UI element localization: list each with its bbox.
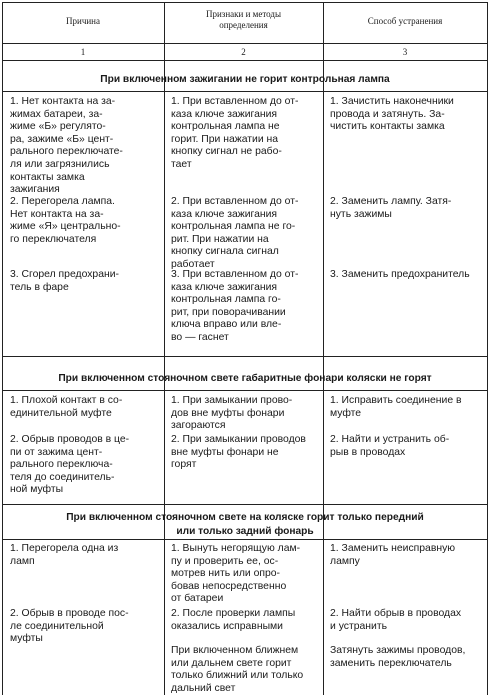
section-title: При включенном стояночном свете на коляске горит только передний или только задний фонарь xyxy=(66,512,424,537)
fix-cell: 2. Найти обрыв в проводах и устранить xyxy=(330,608,462,632)
cause-cell: 2. Перегорела лампа. Нет контакта на за- жиме «Я» центрально- го переключателя xyxy=(10,196,121,245)
table-left-border xyxy=(2,2,3,695)
cause-cell: 1. Плохой контакт в со- единительной муфте xyxy=(10,395,123,419)
header-divider xyxy=(2,43,488,44)
signs-cell: 1. При вставленном до от- каза ключе зажигания контрольная лампа не горит. При нажатии на кнопку сигнал не рабо- тает xyxy=(171,96,299,170)
fix-cell: Затянуть зажимы проводов, заменить переключатель xyxy=(330,645,466,669)
section-divider xyxy=(2,390,488,391)
troubleshooting-table xyxy=(2,2,488,695)
column-divider-2 xyxy=(323,2,324,695)
cause-cell: 3. Сгорел предохрани- тель в фаре xyxy=(10,269,119,293)
column-divider-1 xyxy=(164,2,165,695)
cause-cell: 2. Обрыв в проводе пос- ле соединительной муфты xyxy=(10,608,129,645)
fix-cell: 1. Заменить неисправную лампу xyxy=(330,543,456,567)
table-right-border xyxy=(487,2,488,695)
cause-cell: 1. Нет контакта на за- жимах батареи, за- жиме «Б» регулято- ра, зажиме «Б» цент- рального переключате- ля или загрязнились контакты замка зажигания xyxy=(10,96,123,196)
header-signs: Признаки и методы определения xyxy=(205,9,282,30)
signs-cell: 2. При замыкании проводов вне муфты фонари не горят xyxy=(171,434,306,471)
cause-cell: 1. Перегорела одна из ламп xyxy=(10,543,119,567)
fix-cell: 3. Заменить предохранитель xyxy=(330,269,470,280)
section-title: При включенном стояночном свете габаритные фонари коляски не горят xyxy=(58,373,432,384)
cause-cell: 2. Обрыв проводов в це- пи от зажима цент- рального переключа- теля до соединитель- ной муфты xyxy=(10,434,130,496)
fix-cell: 1. Зачистить наконечники провода и затянуть. За- чистить контакты замка xyxy=(330,96,454,133)
signs-cell: 2. После проверки лампы оказались исправными xyxy=(171,608,296,632)
column-number-2: 2 xyxy=(241,47,246,57)
column-number-1: 1 xyxy=(80,47,86,57)
table-top-border xyxy=(2,2,488,3)
section-divider xyxy=(2,91,488,92)
section-title: При включенном зажигании не горит контрольная лампа xyxy=(100,74,390,85)
fix-cell: 2. Заменить лампу. Затя- нуть зажимы xyxy=(330,196,452,220)
signs-cell: 1. При замыкании прово- дов вне муфты фонари загораются xyxy=(171,395,293,432)
signs-cell: 3. При вставленном до от- каза ключе зажигания контрольная лампа го- рит, при поворачивании ключа вправо или вле- во — гаснет xyxy=(171,269,299,343)
signs-cell: 1. Вынуть негорящую лам- пу и проверить ее, ос- мотрев нить или опро- бовав непосредственно от батареи xyxy=(171,543,301,605)
section-divider xyxy=(2,504,488,505)
fix-cell: 2. Найти и устранить об- рыв в проводах xyxy=(330,434,450,458)
column-number-3: 3 xyxy=(402,47,408,57)
column-number-divider xyxy=(2,60,488,61)
signs-cell: 2. При вставленном до от- каза ключе зажигания контрольная лампа не го- рит. При нажатии на кнопку сигнала сигнал работает xyxy=(171,196,299,270)
section-divider xyxy=(2,539,488,540)
fix-cell: 1. Исправить соединение в муфте xyxy=(330,395,462,419)
header-fix: Способ устранения xyxy=(367,16,443,26)
signs-cell: При включенном ближнем или дальнем свете горит только ближний или только дальний свет xyxy=(171,645,304,694)
header-cause: Причина xyxy=(66,16,100,26)
section-divider xyxy=(2,356,488,357)
